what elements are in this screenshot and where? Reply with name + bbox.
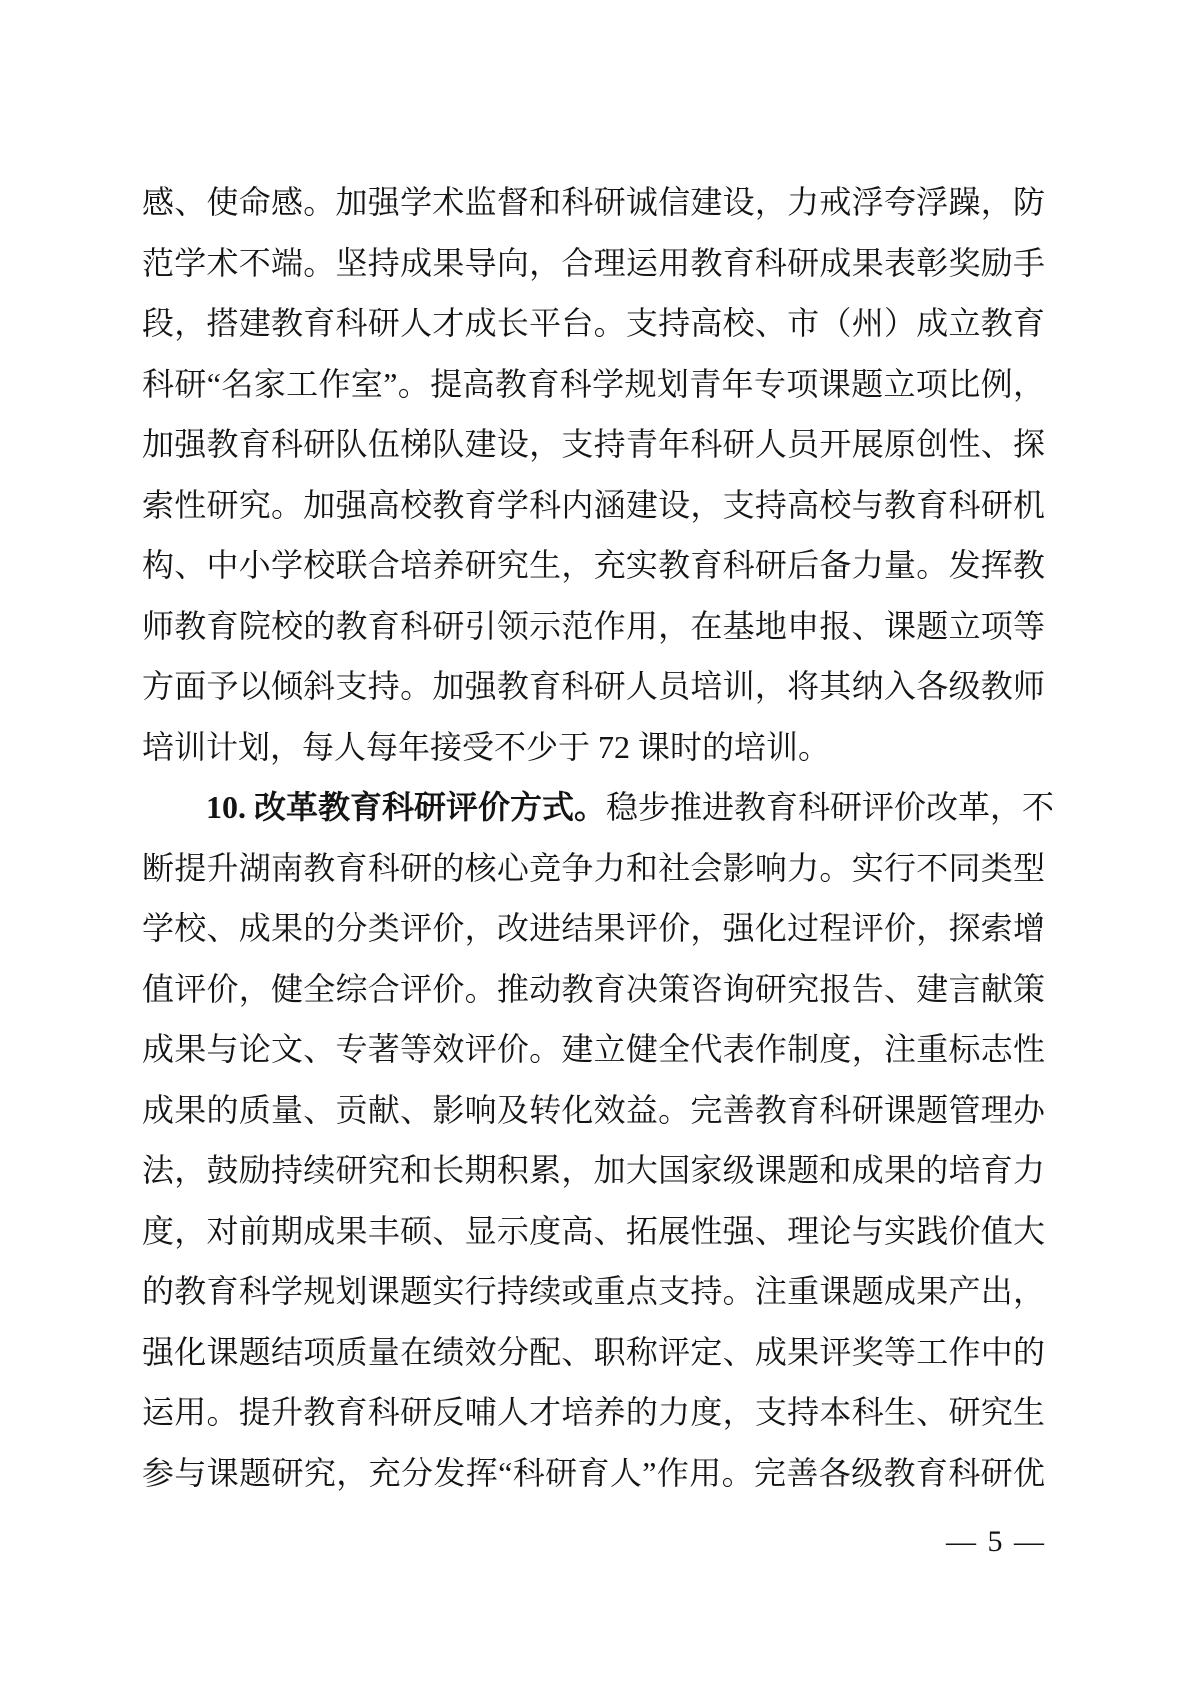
line-text: 法，鼓励持续研究和长期积累，加大国家级课题和成果的培育力	[142, 1152, 1045, 1188]
text-line	[142, 354, 1045, 415]
text-line	[142, 233, 1045, 294]
line-text: 范学术不端。坚持成果导向，合理运用教育科研成果表彰奖励手	[142, 244, 1045, 281]
text-line	[142, 959, 1045, 1020]
line-text: 成果的质量、贡献、影响及转化效益。完善教育科研课题管理办	[142, 1091, 1045, 1128]
line-text: 度，对前期成果丰硕、显示度高、拓展性强、理论与实践价值大	[142, 1212, 1045, 1249]
text-line	[142, 596, 1045, 657]
line-text: 学校、成果的分类评价，改进结果评价，强化过程评价，探索增	[142, 910, 1045, 946]
line-text: 成果与论文、专著等效评价。建立健全代表作制度，注重标志性	[142, 1031, 1045, 1067]
text-line	[142, 293, 1045, 354]
page-number: — 5 —	[946, 1525, 1046, 1558]
item-heading: 10. 改革教育科研评价方式。	[206, 789, 607, 825]
line-text: 运用。提升教育科研反哺人才培养的力度，支持本科生、研究生	[142, 1394, 1045, 1430]
line-text: 科研“名家工作室”。提高教育科学规划青年专项课题立项比例，	[142, 365, 1045, 402]
text-line	[142, 535, 1045, 596]
line-text: 方面予以倾斜支持。加强教育科研人员培训，将其纳入各级教师	[142, 668, 1045, 704]
line-text: 索性研究。加强高校教育学科内涵建设，支持高校与教育科研机	[142, 486, 1045, 523]
line-text: 师教育院校的教育科研引领示范作用，在基地申报、课题立项等	[142, 607, 1045, 644]
document-body	[142, 172, 1055, 1503]
text-line	[142, 1322, 1045, 1383]
text-line	[142, 1140, 1045, 1201]
text-line	[142, 838, 1045, 899]
line-text: 培训计划，每人每年接受不少于 72 课时的培训。	[142, 728, 831, 765]
text-line	[142, 717, 1045, 778]
line-text: 参与课题研究，充分发挥“科研育人”作用。完善各级教育科研优	[142, 1454, 1045, 1491]
line-text: 强化课题结项质量在绩效分配、职称评定、成果评奖等工作中的	[142, 1333, 1045, 1370]
text-line	[142, 1261, 1045, 1322]
text-line	[142, 1382, 1045, 1443]
text-line	[142, 414, 1045, 475]
line-text: 稳步推进教育科研评价改革，不	[606, 789, 1055, 825]
text-line	[142, 172, 1045, 233]
text-line	[142, 475, 1045, 536]
line-text: 构、中小学校联合培养研究生，充实教育科研后备力量。发挥教	[142, 547, 1045, 583]
line-text: 加强教育科研队伍梯队建设，支持青年科研人员开展原创性、探	[142, 426, 1045, 462]
line-text: 段，搭建教育科研人才成长平台。支持高校、市（州）成立教育	[142, 305, 1045, 341]
text-line	[142, 656, 1045, 717]
text-line	[142, 777, 1055, 838]
text-line	[142, 1201, 1045, 1262]
line-text: 值评价，健全综合评价。推动教育决策咨询研究报告、建言献策	[142, 970, 1045, 1007]
text-line	[142, 1443, 1045, 1504]
line-text: 的教育科学规划课题实行持续或重点支持。注重课题成果产出，	[142, 1273, 1045, 1309]
line-text: 断提升湖南教育科研的核心竞争力和社会影响力。实行不同类型	[142, 849, 1045, 886]
text-line	[142, 898, 1045, 959]
text-line	[142, 1019, 1045, 1080]
text-line	[142, 1080, 1045, 1141]
line-text: 感、使命感。加强学术监督和科研诚信建设，力戒浮夸浮躁，防	[142, 184, 1045, 220]
